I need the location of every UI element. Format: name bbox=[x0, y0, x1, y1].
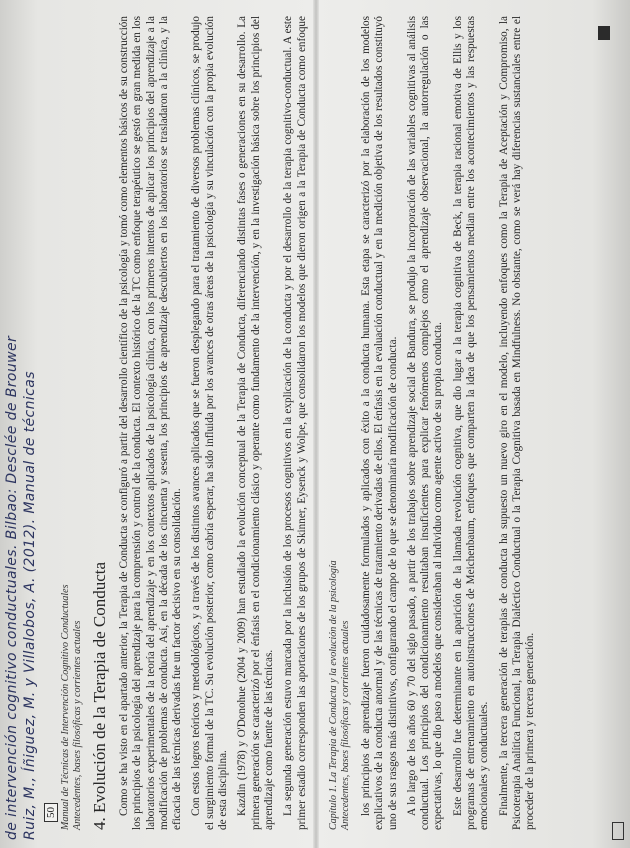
handwritten-note-line: Ruiz, M., Íñiguez, M. y Villalobos, A. (2012). Manual de técnicas bbox=[22, 371, 38, 840]
paragraph: Con estos logros teóricos y metodológicos, y a través de los distintos avances aplicados que se fueron desplegando para el tratamiento de diversos problemas clínicos, se produjo el surgimiento formal de la TC. Su evolución posterior, como cabría esperar, ha sido influida por los avances de otras áreas de la psicología y su vinculación con la propia evolución de esta disciplina. bbox=[190, 16, 230, 830]
paragraph: Kazdin (1978) y O'Donohue (2004 y 2009) han estudiado la evolución conceptual de la Terapia de Conducta, diferenciando distintas fases o generaciones en su desarrollo. La primera generación se caracterizó por el énfasis en el condicionamiento clásico y operante como fundamento de la intervención, y en la investigación básica sobre los principios del aprendizaje como fuente de las técnicas. bbox=[236, 16, 275, 830]
section-title: 4. Evolución de la Terapia de Conducta bbox=[90, 561, 109, 830]
corner-mark-icon bbox=[598, 26, 610, 40]
left-running-head bbox=[60, 16, 84, 830]
margin-bracket-icon bbox=[612, 822, 624, 840]
paragraph: Como se ha visto en el apartado anterior, la Terapia de Conducta se configuró a partir del desarrollo científico de la psicología y tomó como elementos básicos de su construcción los principios de la psicología del aprendizaje para la comprensión y control de la conducta. El contexto histórico de la TC como enfoque terapéutico se gestó en gran medida en los laboratorios experimentales de la teoría del aprendizaje y en los contextos aplicados de la psicología clínica, con los primeros intentos de aplicar los principios del aprendizaje a la modificación de problemas de conducta. Así, en la década de los cincuenta y sesenta, los principios de aprendizaje descubiertos en los laboratorios se trasladaron a la clínica, y la eficacia de las técnicas derivadas fue un factor decisivo en su consolidación. bbox=[118, 16, 184, 830]
paragraph: A lo largo de los años 60 y 70 del siglo pasado, a partir de los trabajos sobre aprendizaje social de Bandura, se produjo la incorporación de las variables cognitivas al análisis conductual. Los principios del condicionamiento resultaban insuficientes para explicar fenómenos complejos como el aprendizaje observacional, la autorregulación o las expectativas, lo que dio paso a modelos que consideraban al individuo como agente activo de su propia conducta. bbox=[405, 16, 445, 830]
right-running-head bbox=[328, 16, 352, 830]
running-head-line: Antecedentes, bases filosóficas y corrientes actuales bbox=[72, 620, 83, 830]
page-number: 50 bbox=[44, 803, 58, 822]
right-page bbox=[324, 6, 618, 844]
paragraph: Finalmente, la tercera generación de terapias de conducta ha supuesto un nuevo giro en el modelo, incluyendo enfoques como la Terapia de Aceptación y Compromiso, la Psicoterapia Analítica Funcional, la Terapia Dialéctico Conductual o la Terapia Cognitiva basada en Mindfulness. No obstante, como se verá hay diferencias sustanciales entre el proceder de la primera y tercera generación. bbox=[497, 16, 537, 830]
paragraph: Este desarrollo fue determinante en la aparición de la llamada revolución cognitiva, que dio lugar a la terapia cognitiva de Beck, la terapia racional emotiva de Ellis y los programas de entrenamiento en autoinstrucciones de Meichenbaum, enfoques que comparten la idea de que los pensamientos median entre los acontecimientos y las respuestas emocionales y conductuales. bbox=[451, 16, 491, 830]
paragraph: los principios de aprendizaje fueron cuidadosamente formulados y aplicados con éxito a la conducta humana. Esta etapa se caracterizó por la elaboración de los modelos explicativos de la conducta anormal y de las técnicas de tratamiento derivadas de ellos. El énfasis en la evaluación conductual y en la medición objetiva de los resultados constituyó uno de sus rasgos más distintivos, configurando el campo de lo que se denominaría modificación de conducta. bbox=[360, 16, 399, 830]
running-head-line: Antecedentes, bases filosóficas y corrientes actuales bbox=[340, 620, 351, 830]
handwritten-note-line: de intervención cognitivo conductuales. Bilbao: Desclée de Brouwer bbox=[4, 335, 20, 840]
book-gutter bbox=[313, 0, 319, 848]
running-head-line: Manual de Técnicas de Intervención Cognitivo Conductuales bbox=[60, 584, 71, 830]
left-page bbox=[56, 6, 308, 844]
paragraph: La segunda generación estuvo marcada por la inclusión de los procesos cognitivos en la explicación de la conducta y por el desarrollo de la terapia cognitivo-conductual. A este primer estadio corresponden las aportaciones de los grupos de Skinner, Eysenck y Wolpe, que consolidaron los modelos que dieron origen a la Terapia de Conducta como enfoque bbox=[282, 16, 308, 830]
running-head-line: Capítulo 1. La Terapia de Conducta y la evolución de la psicología bbox=[328, 560, 339, 830]
